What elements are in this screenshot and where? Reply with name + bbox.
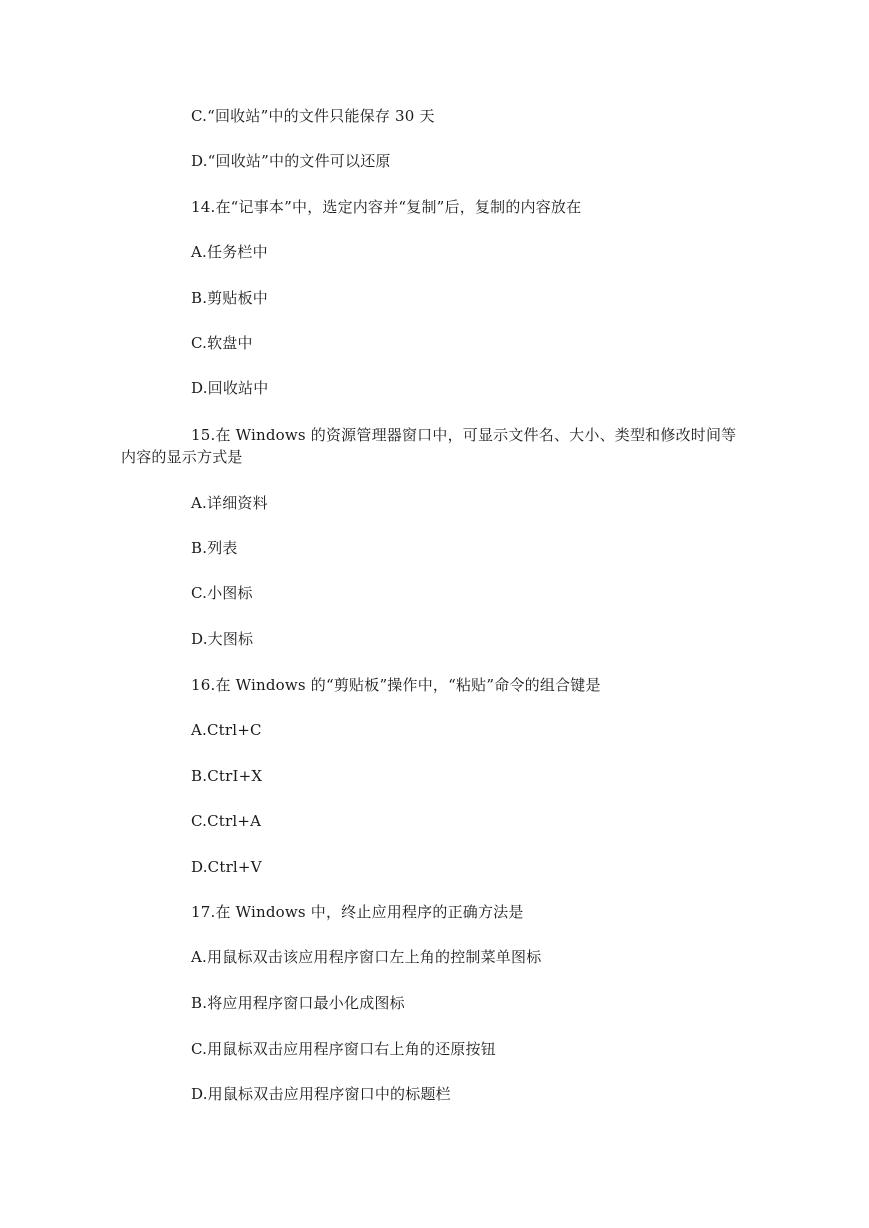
option-17a: A.用鼠标双击该应用程序窗口左上角的控制菜单图标 — [191, 948, 542, 966]
question-15-text: 15.在 Windows 的资源管理器窗口中，可显示文件名、大小、类型和修改时间等内容的显示方式是 — [121, 426, 737, 466]
option-15a: A.详细资料 — [191, 494, 268, 512]
option-15c: C.小图标 — [191, 584, 253, 602]
question-16: 16.在 Windows 的“剪贴板”操作中，“粘贴”命令的组合键是 — [191, 676, 601, 694]
option-16d: D.Ctrl+V — [191, 858, 262, 876]
option-14a: A.任务栏中 — [191, 243, 268, 261]
option-15b: B.列表 — [191, 539, 238, 557]
question-15 — [121, 424, 751, 468]
option-13c: C.“回收站”中的文件只能保存 30 天 — [191, 107, 435, 125]
option-17b: B.将应用程序窗口最小化成图标 — [191, 994, 405, 1012]
option-13d: D.“回收站”中的文件可以还原 — [191, 152, 391, 170]
question-14: 14.在“记事本”中，选定内容并“复制”后，复制的内容放在 — [191, 198, 582, 216]
question-17: 17.在 Windows 中，终止应用程序的正确方法是 — [191, 903, 524, 921]
option-16c: C.Ctrl+A — [191, 812, 262, 830]
option-17d: D.用鼠标双击应用程序窗口中的标题栏 — [191, 1085, 451, 1103]
option-15d: D.大图标 — [191, 630, 254, 648]
option-14c: C.软盘中 — [191, 334, 253, 352]
option-14d: D.回收站中 — [191, 379, 269, 397]
option-16b: B.CtrI+X — [191, 767, 263, 785]
option-17c: C.用鼠标双击应用程序窗口右上角的还原按钮 — [191, 1040, 496, 1058]
option-14b: B.剪贴板中 — [191, 289, 268, 307]
option-16a: A.Ctrl+C — [191, 721, 262, 739]
